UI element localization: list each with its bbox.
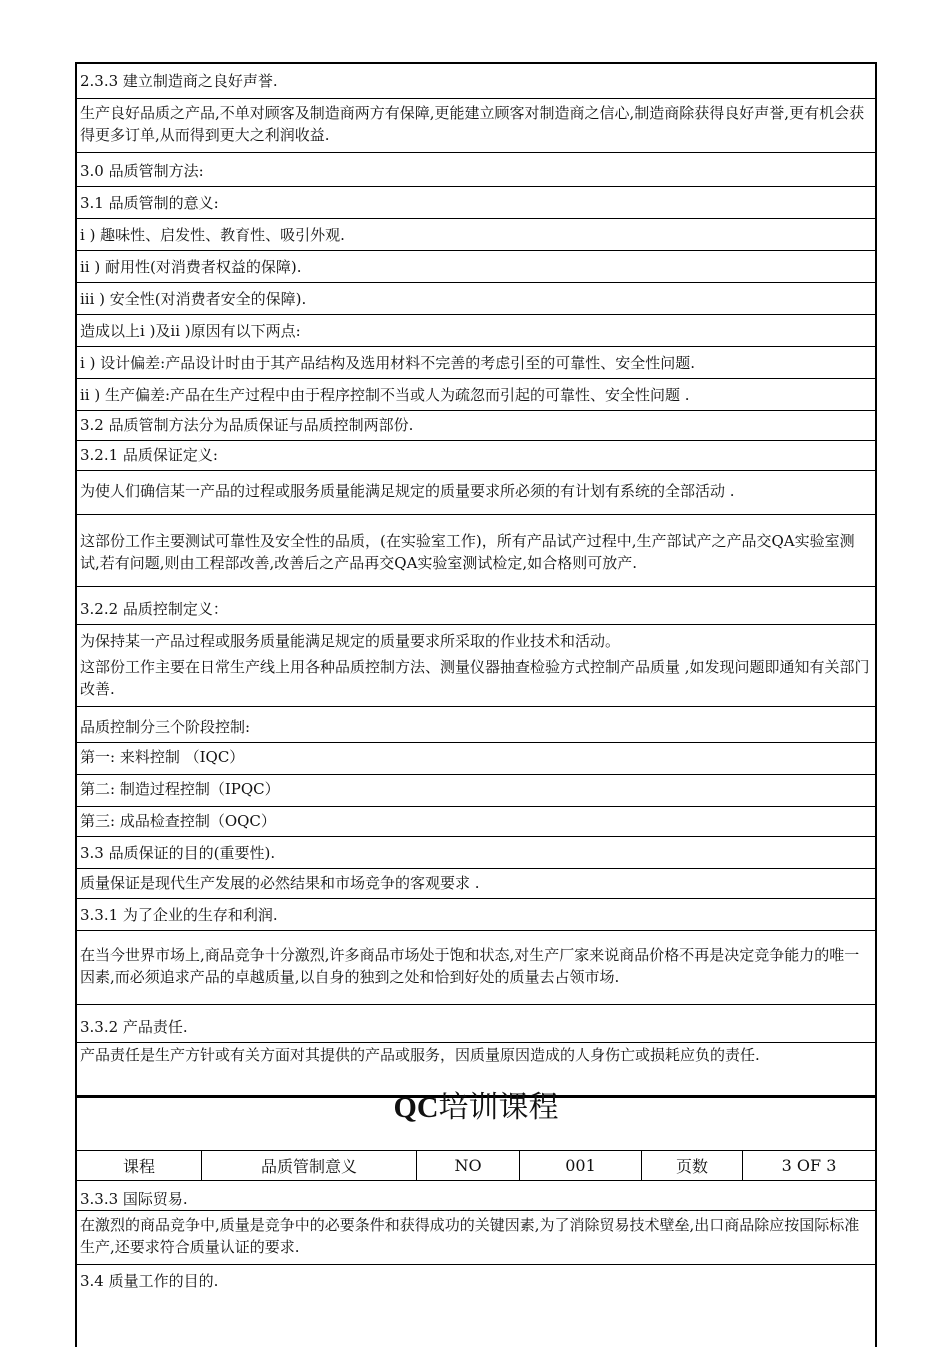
divider: [77, 898, 875, 899]
divider: [77, 282, 875, 283]
divider: [77, 836, 875, 837]
divider: [77, 440, 875, 441]
section-3-3-1: 3.3.1 为了企业的生存和利润.: [80, 906, 278, 924]
list-item: 第三: 成品检查控制（OQC）: [80, 812, 276, 830]
paragraph: 这部份工作主要测试可靠性及安全性的品质，(在实验室工作)，所有产品试产过程中,生产部试产之产品交QA实验室测试,若有问题,则由工程部改善,改善后之产品再交QA实验室测试检定,如合格则可放产.: [80, 532, 855, 572]
divider: [77, 378, 875, 379]
list-item: ii ) 耐用性(对消费者权益的保障).: [80, 258, 302, 276]
list-item: i ) 设计偏差:产品设计时由于其产品结构及选用材料不完善的考虑引至的可靠性、安全性问题.: [80, 354, 696, 372]
divider: [77, 346, 875, 347]
paragraph: 这部份工作主要在日常生产线上用各种品质控制方法、测量仪器抽查检验方式控制产品质量 ,如发现问题即通知有关部门改善.: [80, 658, 870, 698]
section-3-2: 3.2 品质管制方法分为品质保证与品质控制两部份.: [80, 416, 414, 434]
paragraph: 在当今世界市场上,商品竞争十分激烈,许多商品市场处于饱和状态,对生产厂家来说商品价格不再是决定竞争能力的唯一因素,而必须追求产品的卓越质量,以自身的独到之处和恰到好处的质量去占领市场.: [80, 946, 860, 986]
divider: [77, 742, 875, 743]
paragraph: 产品责任是生产方针或有关方面对其提供的产品或服务，因质量原因造成的人身伤亡或损耗应负的责任.: [80, 1046, 760, 1064]
paragraph: 品质控制分三个阶段控制:: [80, 718, 251, 736]
divider: [77, 1210, 875, 1211]
divider: [77, 186, 875, 187]
title-text-part: 培训课程: [438, 1090, 559, 1125]
section-2-3-3: 2.3.3 建立制造商之良好声誉.: [80, 72, 278, 90]
course-label: 课程: [77, 1150, 202, 1180]
paragraph: 为保持某一产品过程或服务质量能满足规定的质量要求所采取的作业技术和活动。: [80, 632, 621, 650]
section-3-3-3: 3.3.3 国际贸易.: [80, 1190, 188, 1208]
divider: [77, 514, 875, 515]
divider: [77, 930, 875, 931]
section-3-2-1: 3.2.1 品质保证定义:: [80, 446, 218, 464]
divider: [77, 410, 875, 411]
section-3-1: 3.1 品质管制的意义:: [80, 194, 219, 212]
page-value: 3 OF 3: [781, 1155, 837, 1175]
no-value: 001: [520, 1150, 642, 1180]
divider: [77, 868, 875, 869]
title-bold-part: QC: [393, 1091, 439, 1124]
page-title: [77, 1088, 875, 1128]
divider: [77, 470, 875, 471]
paragraph: 为使人们确信某一产品的过程或服务质量能满足规定的质量要求所必须的有计划有系统的全部活动 .: [80, 482, 735, 500]
paragraph: 造成以上i )及ii )原因有以下两点:: [80, 322, 301, 340]
paragraph: 生产良好品质之产品,不单对顾客及制造商两方有保障,更能建立顾客对制造商之信心,制造商除获得良好声誉,更有机会获得更多订单,从而得到更大之利润收益.: [80, 104, 865, 144]
divider: [77, 774, 875, 775]
section-3-0: 3.0 品质管制方法:: [80, 162, 204, 180]
section-3-3-2: 3.3.2 产品责任.: [80, 1018, 188, 1036]
list-item: iii ) 安全性(对消费者安全的保障).: [80, 290, 307, 308]
divider: [77, 806, 875, 807]
divider: [77, 250, 875, 251]
divider: [77, 1004, 875, 1005]
divider: [77, 624, 875, 625]
paragraph: 在激烈的商品竞争中,质量是竞争中的必要条件和获得成功的关键因素,为了消除贸易技术壁垒,出口商品除应按国际标准生产,还要求符合质量认证的要求.: [80, 1216, 860, 1256]
list-item: ii ) 生产偏差:产品在生产过程中由于程序控制不当或人为疏忽而引起的可靠性、安全性问题 .: [80, 386, 690, 404]
no-label: NO: [417, 1150, 520, 1180]
list-item: 第二: 制造过程控制（IPQC）: [80, 780, 280, 798]
page-label: 页数: [642, 1150, 743, 1180]
paragraph: 质量保证是现代生产发展的必然结果和市场竞争的客观要求 .: [80, 874, 480, 892]
divider: [77, 706, 875, 707]
section-3-2-2: 3.2.2 品质控制定义：: [80, 600, 228, 618]
divider: [77, 218, 875, 219]
course-header-row: [77, 1150, 875, 1181]
divider: [77, 314, 875, 315]
title-row: [77, 1090, 875, 1151]
divider: [77, 152, 875, 153]
document-sheet: [75, 62, 877, 1347]
section-3-4: 3.4 质量工作的目的.: [80, 1272, 219, 1290]
course-value: 品质管制意义: [202, 1150, 417, 1180]
divider: [77, 586, 875, 587]
section-3-3: 3.3 品质保证的目的(重要性).: [80, 844, 276, 862]
divider: [77, 1264, 875, 1265]
divider: [77, 1042, 875, 1043]
list-item: i ) 趣味性、启发性、教育性、吸引外观.: [80, 226, 345, 244]
list-item: 第一: 来料控制 （IQC）: [80, 748, 245, 766]
divider: [77, 98, 875, 99]
